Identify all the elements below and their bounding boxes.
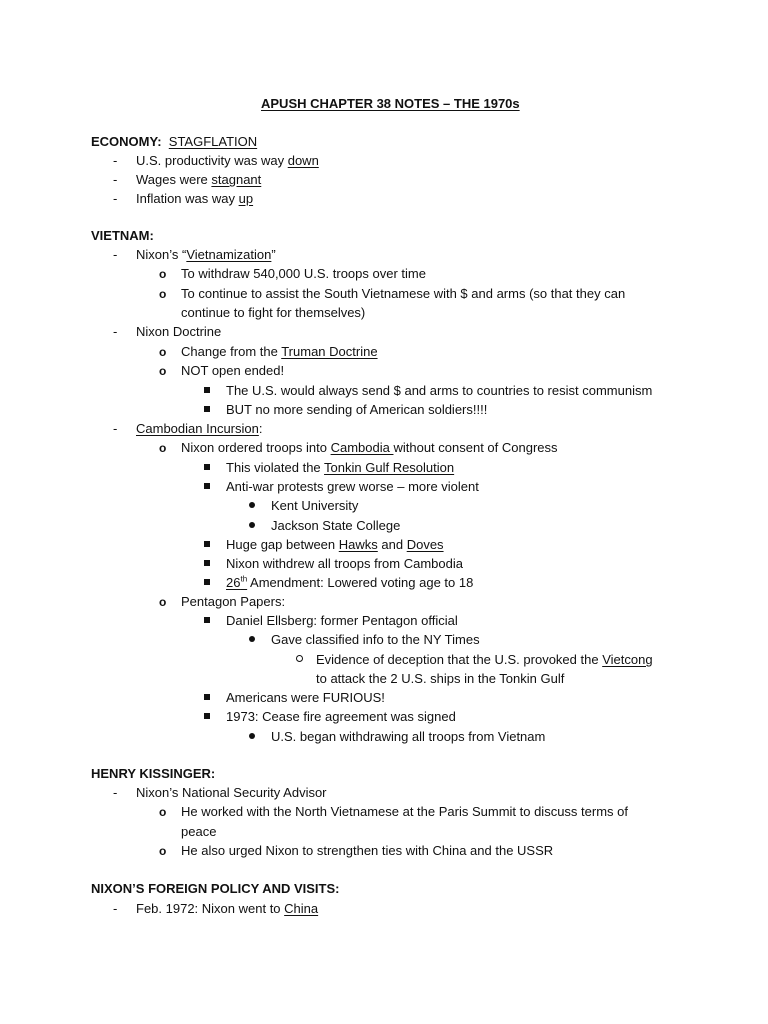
vietnam-level4-item: U.S. began withdrawing all troops from Vietnam	[271, 729, 546, 744]
dot-bullet	[249, 632, 255, 648]
dot-bullet	[249, 498, 255, 514]
vietnam-subitem: Change from the Truman Doctrine	[181, 344, 378, 359]
square-bullet	[204, 575, 210, 591]
square-bullet	[204, 402, 210, 418]
o-bullet: o	[159, 267, 167, 281]
vietnam-subitem: Nixon ordered troops into Cambodia without consent of Congress	[181, 440, 558, 455]
foreign-policy-item: Feb. 1972: Nixon went to China	[136, 901, 319, 916]
dash-bullet: -	[113, 901, 118, 916]
square-bullet	[204, 613, 210, 629]
dash-bullet: -	[113, 191, 118, 206]
vietnam-item: Cambodian Incursion:	[136, 421, 263, 436]
circle-bullet	[296, 652, 303, 668]
o-bullet: o	[159, 595, 167, 609]
vietnam-level4-item: Kent University	[271, 498, 359, 513]
economy-item: Wages were stagnant	[136, 172, 262, 187]
square-bullet	[204, 690, 210, 706]
vietnam-level4-item: Gave classified info to the NY Times	[271, 632, 480, 647]
dot-bullet	[249, 729, 255, 745]
vietnam-subsubitem: 1973: Cease fire agreement was signed	[226, 709, 456, 724]
dot-bullet	[249, 518, 255, 534]
page-title: APUSH CHAPTER 38 NOTES – THE 1970s	[261, 96, 520, 111]
economy-term: STAGFLATION	[168, 134, 258, 149]
vietnam-subitem: To withdraw 540,000 U.S. troops over time	[181, 266, 426, 281]
vietnam-heading: VIETNAM:	[91, 228, 154, 243]
dash-bullet: -	[113, 785, 118, 800]
o-bullet: o	[159, 345, 167, 359]
vietnam-subsubitem: The U.S. would always send $ and arms to countries to resist communism	[226, 383, 653, 398]
vietnam-subitem: NOT open ended!	[181, 363, 285, 378]
kissinger-heading: HENRY KISSINGER:	[91, 766, 216, 781]
square-bullet	[204, 537, 210, 553]
o-bullet: o	[159, 844, 167, 858]
economy-heading	[91, 134, 257, 150]
foreign-policy-heading: NIXON’S FOREIGN POLICY AND VISITS:	[91, 881, 340, 896]
vietnam-subitem: Pentagon Papers:	[181, 594, 286, 609]
vietnam-subsubitem: Americans were FURIOUS!	[226, 690, 385, 705]
vietnam-subsubitem: Daniel Ellsberg: former Pentagon official	[226, 613, 458, 628]
dash-bullet: -	[113, 324, 118, 339]
vietnam-subsubitem: This violated the Tonkin Gulf Resolution	[226, 460, 455, 475]
vietnam-subsubitem: 26th Amendment: Lowered voting age to 18	[226, 574, 474, 590]
vietnam-subsubitem: BUT no more sending of American soldiers!!!!	[226, 402, 488, 417]
o-bullet: o	[159, 441, 167, 455]
kissinger-item: Nixon’s National Security Advisor	[136, 785, 327, 800]
square-bullet	[204, 556, 210, 572]
dash-bullet: -	[113, 172, 118, 187]
vietnam-subitem-cont: continue to fight for themselves)	[181, 305, 366, 320]
dash-bullet: -	[113, 247, 118, 262]
economy-label: ECONOMY:	[91, 134, 162, 149]
vietnam-level5-item: Evidence of deception that the U.S. provoked the Vietcong	[316, 652, 653, 667]
economy-item: U.S. productivity was way down	[136, 153, 319, 168]
vietnam-level5-cont: to attack the 2 U.S. ships in the Tonkin Gulf	[316, 671, 565, 686]
square-bullet	[204, 479, 210, 495]
vietnam-item: Nixon Doctrine	[136, 324, 222, 339]
vietnam-subsubitem: Nixon withdrew all troops from Cambodia	[226, 556, 463, 571]
kissinger-subitem-cont: peace	[181, 824, 217, 839]
o-bullet: o	[159, 287, 167, 301]
square-bullet	[204, 460, 210, 476]
vietnam-subsubitem: Anti-war protests grew worse – more violent	[226, 479, 479, 494]
kissinger-subitem: He also urged Nixon to strengthen ties with China and the USSR	[181, 843, 554, 858]
economy-item: Inflation was way up	[136, 191, 254, 206]
vietnam-level4-item: Jackson State College	[271, 518, 401, 533]
o-bullet: o	[159, 805, 167, 819]
dash-bullet: -	[113, 421, 118, 436]
square-bullet	[204, 709, 210, 725]
o-bullet: o	[159, 364, 167, 378]
vietnam-item: Nixon’s “Vietnamization”	[136, 247, 276, 262]
vietnam-subitem: To continue to assist the South Vietnamese with $ and arms (so that they can	[181, 286, 626, 301]
dash-bullet: -	[113, 153, 118, 168]
kissinger-subitem: He worked with the North Vietnamese at the Paris Summit to discuss terms of	[181, 804, 628, 819]
square-bullet	[204, 383, 210, 399]
vietnam-subsubitem: Huge gap between Hawks and Doves	[226, 537, 444, 552]
